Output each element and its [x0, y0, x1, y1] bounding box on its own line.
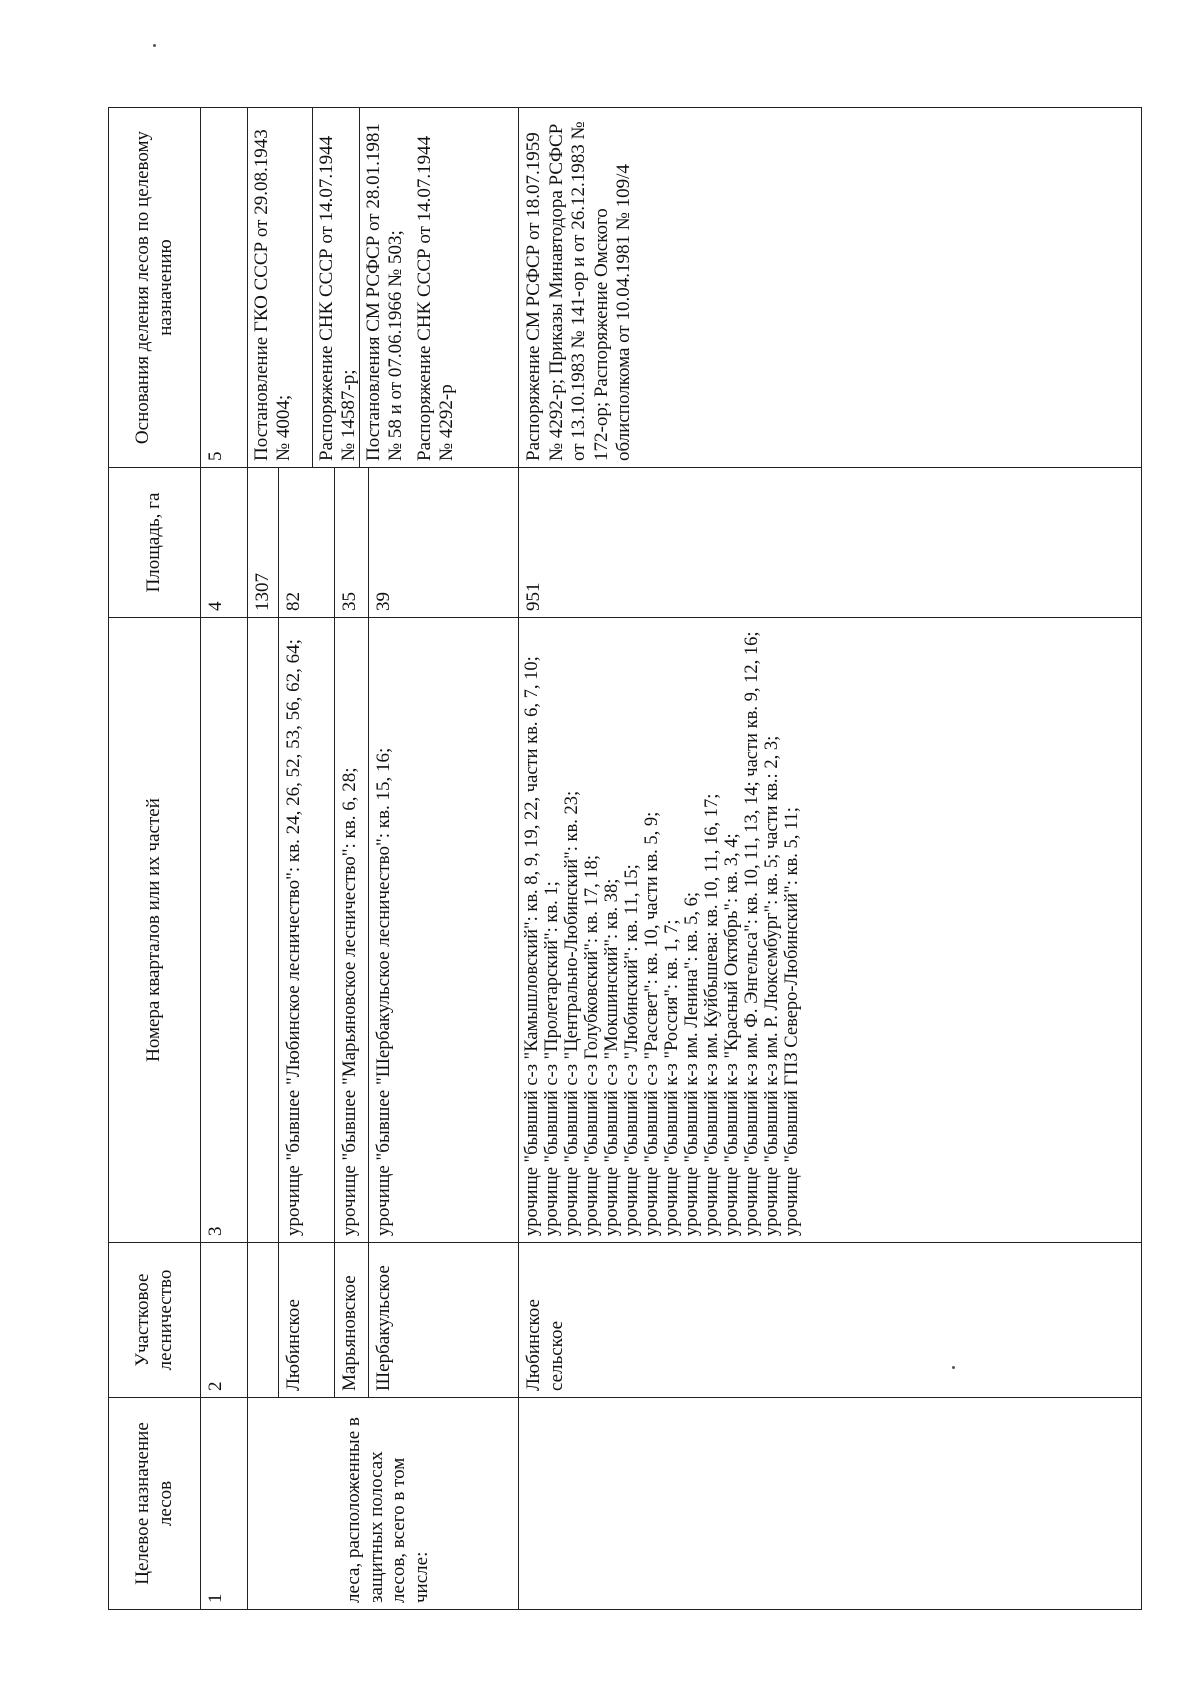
- quarter-line: урочище "бывший с-з "Мокшинский": кв. 38;: [602, 878, 623, 1236]
- column-numbers-row: [201, 108, 248, 1610]
- area-value: 82: [279, 468, 335, 618]
- basis-line: Постановления СМ РСФСР от 28.01.1981 № 58 и от 07.06.1966 № 503;: [363, 123, 407, 461]
- basis-line: Распоряжение СНК СССР от 14.07.1944 № 14587-р;: [313, 108, 360, 467]
- quarter-line: урочище "бывший с-з "Любинский": кв. 11, 15;: [622, 864, 643, 1236]
- quarter-line: урочище "бывший ГПЗ Северо-Любинский": кв. 5, 11;: [782, 807, 802, 1236]
- total-area: 1307: [248, 468, 279, 618]
- header-quarters: Номера кварталов или их частей: [109, 618, 201, 1243]
- quarter-line: урочище "бывший к-з "Красный Октябрь": кв. 3, 4;: [722, 833, 743, 1236]
- district-name: Любинское сельское: [519, 1243, 1142, 1398]
- header-purpose: Целевое назначение лесов: [109, 1398, 201, 1610]
- column-number: 5: [201, 108, 248, 468]
- quarter-line: урочище "бывший к-з "Россия": кв. 1, 7;: [662, 919, 683, 1236]
- quarters-list: урочище "бывшее "Марьяновское лесничество": кв. 6, 28;: [335, 618, 369, 1243]
- district-name: Шербакульское: [369, 1243, 519, 1398]
- district-name: Любинское: [279, 1243, 335, 1398]
- table-row: [519, 108, 1142, 1610]
- district-cell-empty: [248, 1243, 279, 1398]
- area-value: 35: [335, 468, 369, 618]
- column-number: 3: [201, 618, 248, 1243]
- basis-line: Постановление ГКО СССР от 29.08.1943 № 4004;: [248, 108, 313, 467]
- header-area: Площадь, га: [109, 468, 201, 618]
- quarters-list: урочище "бывшее "Любинское лесничество": кв. 24, 26, 52, 53, 56, 62, 64;: [279, 618, 335, 1243]
- quarter-line: урочище "бывший к-з им. Ленина": кв. 5, 6;: [682, 891, 703, 1236]
- header-row: [109, 108, 201, 1610]
- quarter-line: урочище "бывший к-з им. Ф. Энгельса": кв. 10, 11, 13, 14; части кв. 9, 12, 16;: [742, 631, 763, 1236]
- column-number: 2: [201, 1243, 248, 1398]
- header-basis: Основания деления лесов по целевому назначению: [109, 108, 201, 468]
- column-number: 4: [201, 468, 248, 618]
- header-district: Участковое лесничество: [109, 1243, 201, 1398]
- basis-cell: Распоряжение СМ РСФСР от 18.07.1959 № 4292-р; Приказы Минавтодора РСФСР от 13.10.1983 № 141-ор и от 26.12.1983 № 172-ор; Распоряжение Омского облисполкома от 10.04.1981 № 109/4: [519, 108, 1142, 468]
- quarter-line: урочище "бывший к-з им. Куйбышева: кв. 10, 11, 16, 17;: [702, 793, 723, 1236]
- purpose-cell-empty: [519, 1398, 1142, 1610]
- quarter-line: урочище "бывший с-з Голубковский": кв. 17, 18;: [582, 855, 603, 1236]
- area-value: 951: [519, 468, 1142, 618]
- quarter-line: урочище "бывший с-з "Пролетарский": кв. 1;: [542, 881, 563, 1236]
- quarter-line: урочище "бывший с-з "Камышловский": кв. 8, 9, 19, 22, части кв. 6, 7, 10;: [522, 656, 543, 1236]
- quarter-line: урочище "бывший к-з им. Р. Люксембург": кв. 5; части кв.: 2, 3;: [762, 735, 783, 1236]
- quarter-line: урочище "бывший с-з "Центрально-Любинский": кв. 23;: [562, 790, 583, 1236]
- purpose-text: леса, расположенные в защитных полосах лесов, всего в том числе:: [343, 1417, 432, 1603]
- quarters-list: [519, 618, 1142, 1243]
- forest-purpose-table: [108, 107, 1142, 1610]
- quarter-line: урочище "бывший с-з "Рассвет": кв. 10, части кв. 5, 9;: [642, 811, 663, 1236]
- scan-speck: [153, 44, 156, 47]
- quarters-list: урочище "бывшее "Шербакульское лесничество": кв. 15, 16;: [369, 618, 519, 1243]
- table-row: [248, 108, 279, 1610]
- rotated-page: [108, 108, 1142, 1610]
- area-value: 39: [369, 468, 519, 618]
- column-number: 1: [201, 1398, 248, 1610]
- purpose-cell: [248, 1398, 519, 1610]
- basis-line: Распоряжение СНК СССР от 14.07.1944 № 4292-р: [413, 135, 458, 461]
- district-name: Марьяновское: [335, 1243, 369, 1398]
- basis-cell: [248, 108, 519, 468]
- quarters-cell-empty: [248, 618, 279, 1243]
